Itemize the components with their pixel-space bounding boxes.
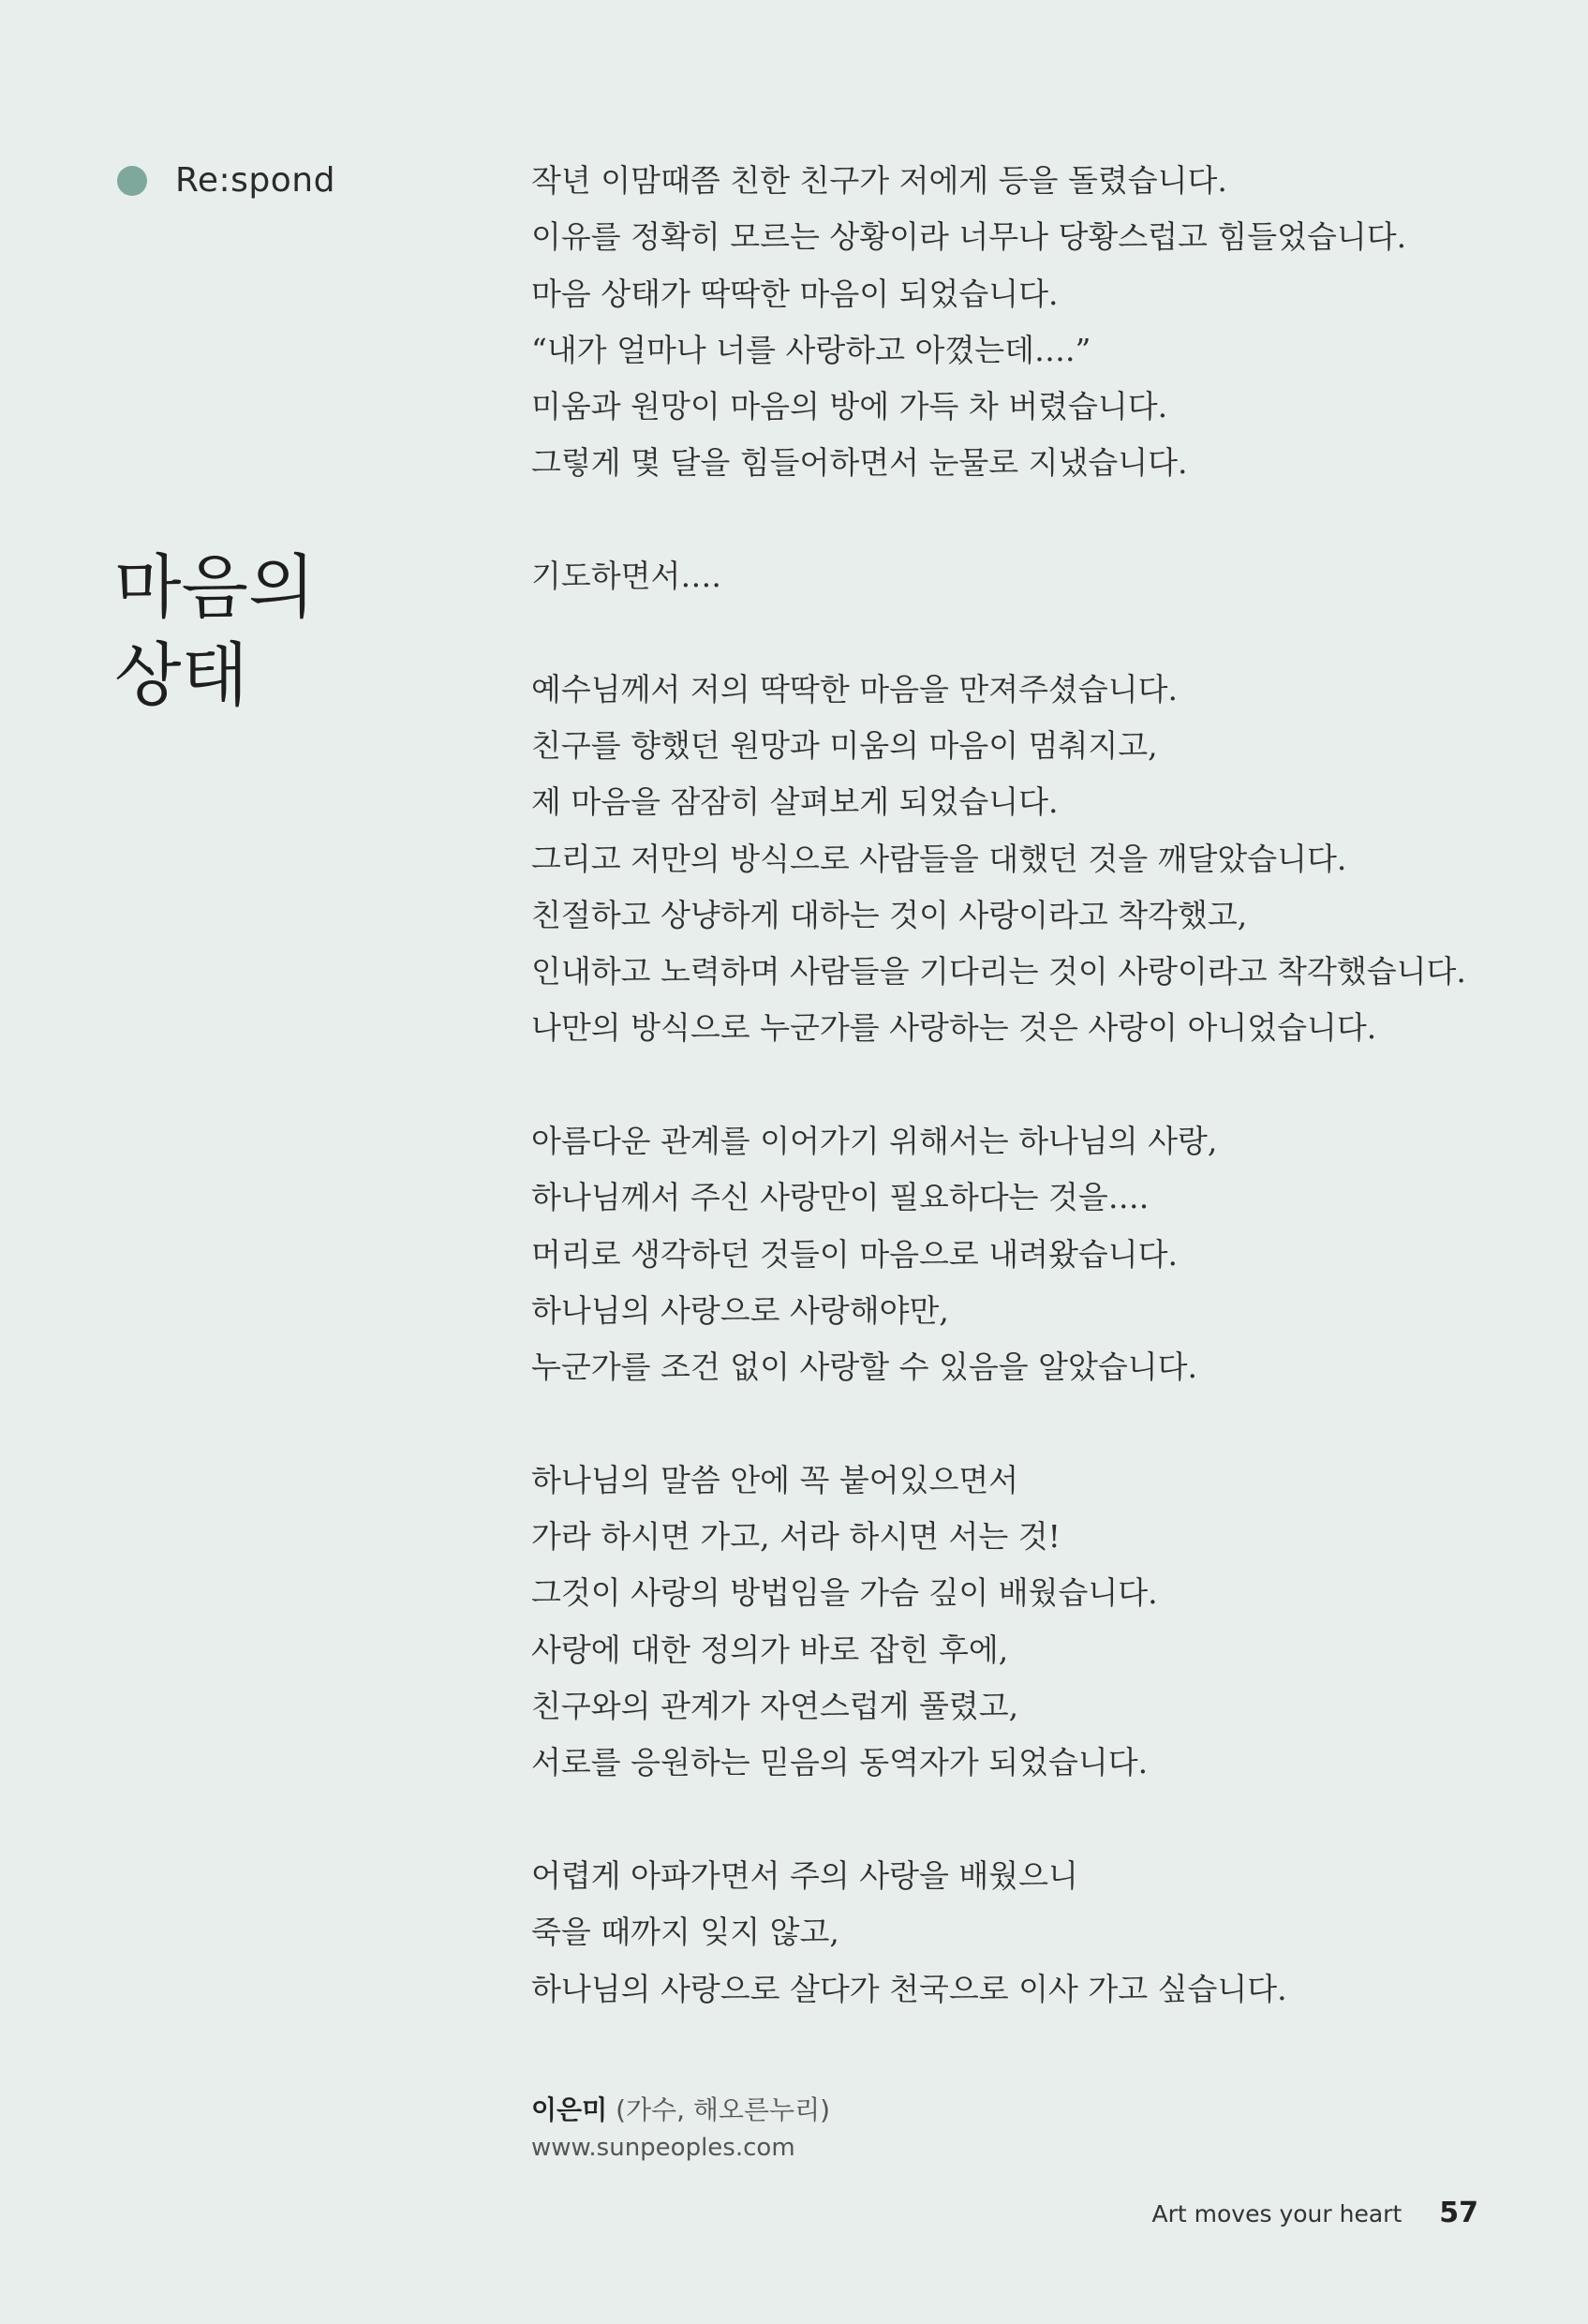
body-line: 죽을 때까지 잊지 않고, (531, 1914, 839, 1951)
body-line: 기도하면서…. (531, 558, 721, 595)
page-footer (1152, 2197, 1478, 2229)
author-url: www.sunpeoples.com (531, 2134, 795, 2162)
body-line: 미움과 원망이 마음의 방에 가득 차 버렸습니다. (531, 388, 1168, 425)
article-title (114, 544, 315, 720)
body-line: 그렇게 몇 달을 힘들어하면서 눈물로 지냈습니다. (531, 444, 1188, 482)
body-line: 하나님께서 주신 사랑만이 필요하다는 것을…. (531, 1179, 1150, 1216)
body-line: 사랑에 대한 정의가 바로 잡힌 후에, (531, 1631, 1009, 1668)
body-line: 하나님의 말씀 안에 꼭 붙어있으면서 (531, 1461, 1019, 1498)
byline (531, 2092, 830, 2167)
stanza (531, 1848, 1524, 2018)
body-line: 아름다운 관계를 이어가기 위해서는 하나님의 사랑, (531, 1123, 1218, 1160)
section-tag-label: Re:spond (175, 161, 335, 200)
author-name: 이은미 (531, 2094, 608, 2125)
section-tag (117, 161, 335, 200)
body-line: 하나님의 사랑으로 살다가 천국으로 이사 가고 싶습니다. (531, 1970, 1287, 2007)
body-line: 하나님의 사랑으로 사랑해야만, (531, 1291, 949, 1329)
page-number: 57 (1439, 2197, 1478, 2229)
body-line: 그리고 저만의 방식으로 사람들을 대했던 것을 깨달았습니다. (531, 840, 1347, 877)
body-line: 친구와의 관계가 자연스럽게 풀렸고, (531, 1688, 1019, 1725)
body-line: 친구를 향했던 원망과 미움의 마음이 멈춰지고, (531, 726, 1158, 764)
section-dot-icon (117, 166, 147, 196)
body-line: 서로를 응원하는 믿음의 동역자가 되었습니다. (531, 1744, 1149, 1781)
body-line: 작년 이맘때쯤 친한 친구가 저에게 등을 돌렸습니다. (531, 162, 1227, 199)
body-line: 가라 하시면 가고, 서라 하시면 서는 것! (531, 1518, 1061, 1556)
stanza (531, 662, 1524, 1057)
body-line: 이유를 정확히 모르는 상황이라 너무나 당황스럽고 힘들었습니다. (531, 218, 1407, 256)
stanza (531, 153, 1524, 492)
author-line (531, 2092, 830, 2129)
body-line: 예수님께서 저의 딱딱한 마음을 만져주셨습니다. (531, 670, 1179, 708)
stanza (531, 1113, 1524, 1395)
body-line: 인내하고 노력하며 사람들을 기다리는 것이 사랑이라고 착각했습니다. (531, 953, 1466, 991)
body-line: “내가 얼마나 너를 사랑하고 아꼈는데….” (531, 331, 1091, 368)
article-title-line: 마음의 (114, 547, 316, 628)
stanza (531, 548, 1524, 604)
stanza (531, 1452, 1524, 1792)
body-line: 누군가를 조건 없이 사랑할 수 있음을 알았습니다. (531, 1348, 1197, 1386)
author-role: (가수, 해오른누리) (616, 2094, 831, 2125)
article-title-line: 상태 (114, 635, 248, 716)
body-line: 나만의 방식으로 누군가를 사랑하는 것은 사랑이 아니었습니다. (531, 1009, 1377, 1047)
body-line: 제 마음을 잠잠히 살펴보게 되었습니다. (531, 783, 1059, 821)
body-line: 어렵게 아파가면서 주의 사랑을 배웠으니 (531, 1856, 1078, 1894)
body-line: 그것이 사랑의 방법임을 가슴 깊이 배웠습니다. (531, 1574, 1158, 1612)
body-line: 마음 상태가 딱딱한 마음이 되었습니다. (531, 275, 1059, 312)
body-line: 머리로 생각하던 것들이 마음으로 내려왔습니다. (531, 1235, 1179, 1273)
article-body (531, 153, 1524, 2074)
footer-tagline: Art moves your heart (1151, 2200, 1402, 2227)
body-line: 친절하고 상냥하게 대하는 것이 사랑이라고 착각했고, (531, 896, 1248, 933)
